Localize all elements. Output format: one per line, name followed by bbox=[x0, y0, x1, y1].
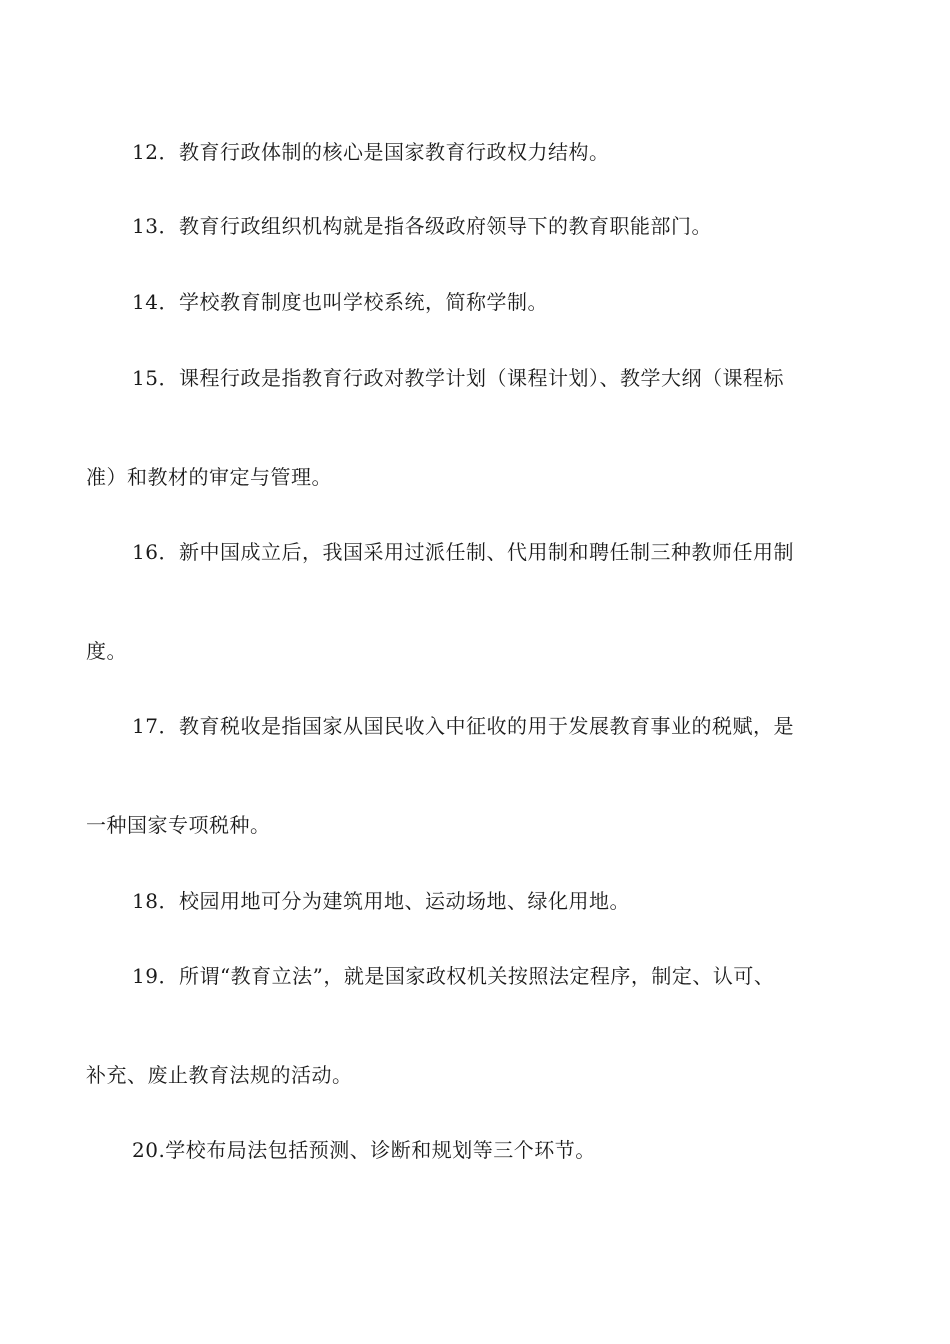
item-19-line-2: 补充、废止教育法规的活动。 bbox=[86, 1063, 353, 1087]
item-17-line-2: 一种国家专项税种。 bbox=[86, 813, 271, 837]
item-15-line-1: 15．课程行政是指教育行政对教学计划（课程计划）、教学大纲（课程标 bbox=[132, 366, 784, 390]
item-13-line: 13．教育行政组织机构就是指各级政府领导下的教育职能部门。 bbox=[132, 214, 712, 238]
item-16-line-2: 度。 bbox=[86, 639, 127, 663]
item-14-line: 14．学校教育制度也叫学校系统，简称学制。 bbox=[132, 290, 548, 314]
item-19-line-1: 19．所谓“教育立法”，就是国家政权机关按照法定程序，制定、认可、 bbox=[132, 964, 775, 988]
item-20-line: 20.学校布局法包括预测、诊断和规划等三个环节。 bbox=[132, 1138, 596, 1162]
item-17-line-1: 17．教育税收是指国家从国民收入中征收的用于发展教育事业的税赋，是 bbox=[132, 714, 794, 738]
item-16-line-1: 16．新中国成立后，我国采用过派任制、代用制和聘任制三种教师任用制 bbox=[132, 540, 794, 564]
item-15-line-2: 准）和教材的审定与管理。 bbox=[86, 465, 332, 489]
item-12-line: 12．教育行政体制的核心是国家教育行政权力结构。 bbox=[132, 140, 610, 164]
item-18-line: 18．校园用地可分为建筑用地、运动场地、绿化用地。 bbox=[132, 889, 630, 913]
